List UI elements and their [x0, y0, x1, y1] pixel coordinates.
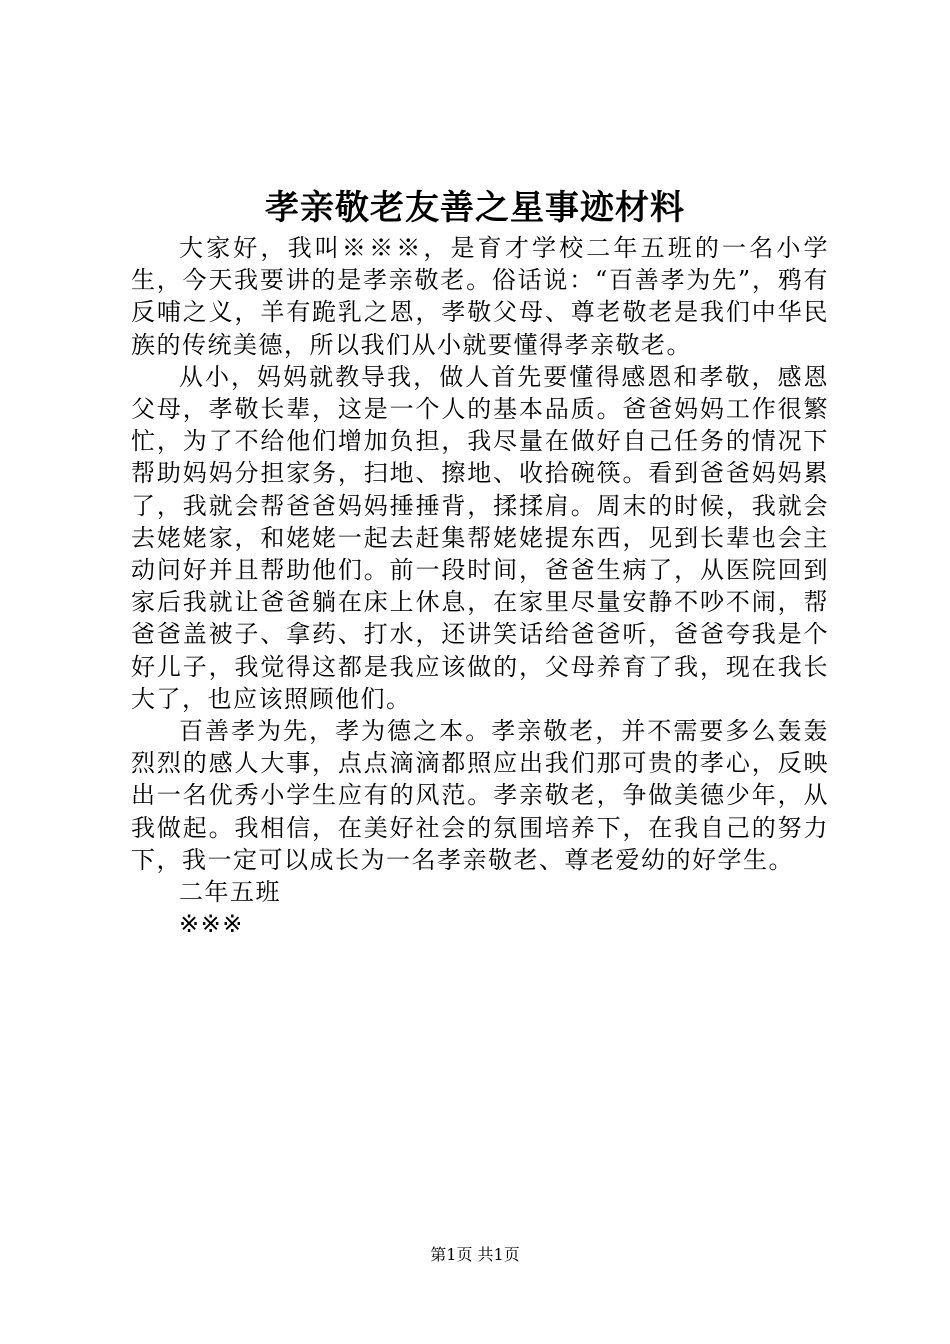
page-number-footer: 第1页 共1页: [430, 1245, 520, 1264]
document-body: [131, 232, 829, 940]
paragraph-conclusion: 百善孝为先，孝为德之本。孝亲敬老，并不需要多么轰轰烈烈的感人大事，点点滴滴都照应出我们那可贵的孝心，反映出一名优秀小学生应有的风范。孝亲敬老，争做美德少年，从我做起。我相信，在美好社会的氛围培养下，在我自己的努力下，我一定可以成长为一名孝亲敬老、尊老爱幼的好学生。: [131, 717, 829, 874]
paragraph-intro: 大家好，我叫※※※，是育才学校二年五班的一名小学生，今天我要讲的是孝亲敬老。俗话说：“百善孝为先”，鸦有反哺之义，羊有跪乳之恩，孝敬父母、尊老敬老是我们中华民族的传统美德，所以我们从小就要懂得孝亲敬老。: [131, 234, 829, 359]
signature-class: 二年五班: [179, 878, 281, 907]
document-title: 孝亲敬老友善之星事迹材料: [265, 188, 685, 228]
paragraph-story: 从小，妈妈就教导我，做人首先要懂得感恩和孝敬，感恩父母，孝敬长辈，这是一个人的基本品质。爸爸妈妈工作很繁忙，为了不给他们增加负担，我尽量在做好自己任务的情况下帮助妈妈分担家务，扫地、擦地、收拾碗筷。看到爸爸妈妈累了，我就会帮爸爸妈妈捶捶背，揉揉肩。周末的时候，我就会去姥姥家，和姥姥一起去赶集帮姥姥提东西，见到长辈也会主动问好并且帮助他们。前一段时间，爸爸生病了，从医院回到家后我就让爸爸躺在床上休息，在家里尽量安静不吵不闹，帮爸爸盖被子、拿药、打水，还讲笑话给爸爸听，爸爸夸我是个好儿子，我觉得这都是我应该做的，父母养育了我，现在我长大了，也应该照顾他们。: [131, 362, 829, 713]
signature-name: ※※※: [179, 910, 244, 939]
